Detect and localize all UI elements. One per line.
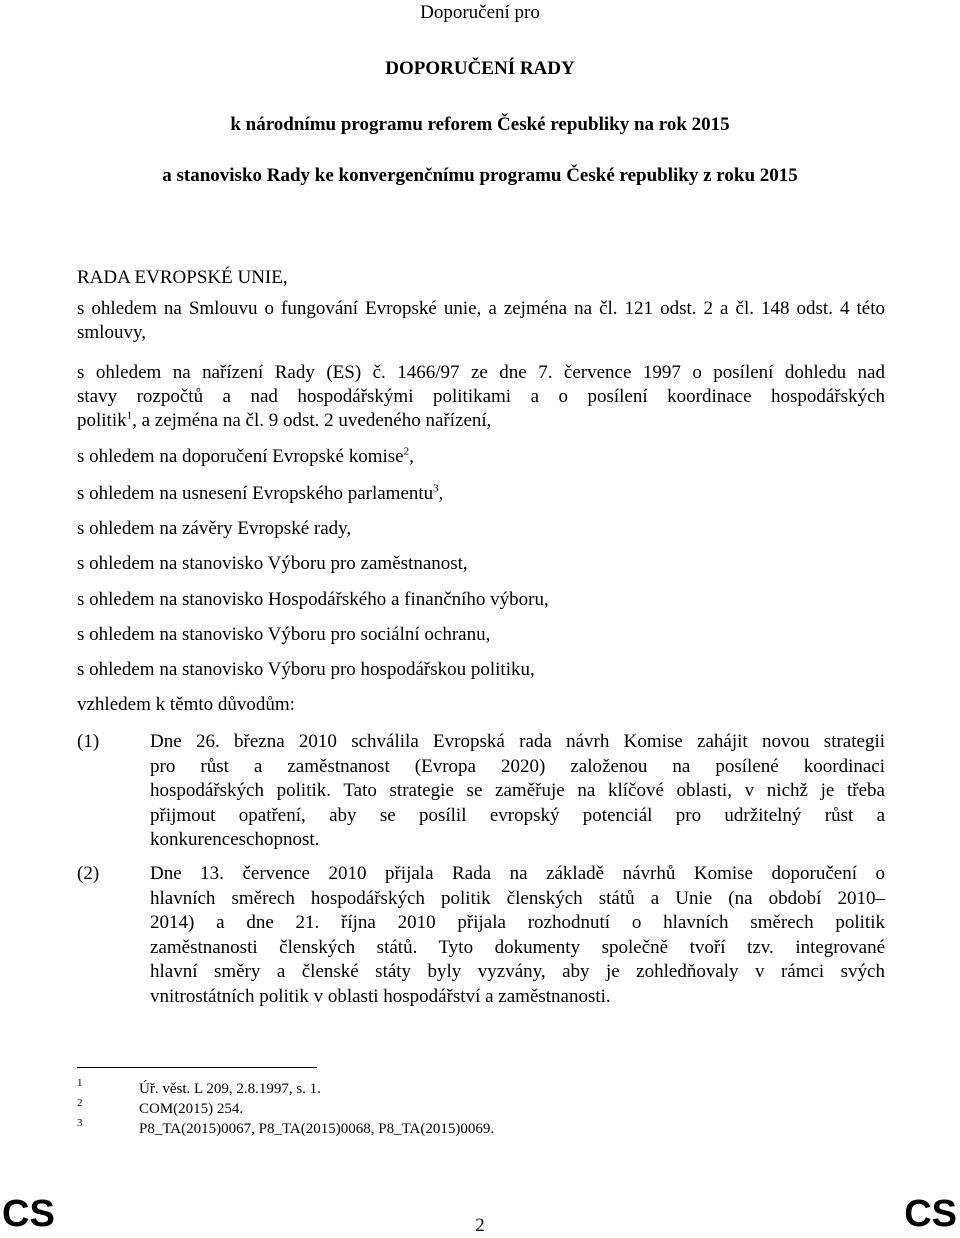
footnote-2: COM(2015) 254. (139, 1101, 244, 1117)
footnote-ref-3[interactable]: 3 (433, 482, 439, 495)
citation-economic-policy-committee: s ohledem na stanovisko Výboru pro hospodářskou politiku, (77, 659, 535, 680)
footnote-separator (77, 1067, 317, 1068)
footnote-3: P8_TA(2015)0067, P8_TA(2015)0068, P8_TA(2015)0069. (139, 1121, 495, 1137)
recital-number-2: (2) (77, 863, 100, 884)
recital-number-1: (1) (77, 731, 100, 752)
footnote-number-2: 2 (77, 1097, 83, 1109)
recommendation-for: Doporučení pro (420, 2, 540, 23)
citation-regulation-line-2: stavy rozpočtů a nad hospodářskými politikami a o posílení koordinace hospodářských (77, 386, 885, 407)
page-number: 2 (475, 1215, 485, 1236)
recital-2: Dne 13. července 2010 přijala Rada na základě návrhů Komise doporučení o hlavních směrech hospodářských politik členských států a Unie (na období 2010– 2014) a dne 21. října 2010 přijala rozhodnutí o hlavních směrech politik zaměstnanosti členských států. Tyto dokumenty společně tvoří tzv. integrované hlavní směry a členské státy byly vyzvány, aby je zohledňovaly v rámci svých vnitrostátních politik v oblasti hospodářství a zaměstnanosti. (150, 863, 885, 1007)
footnote-1: Úř. věst. L 209, 2.8.1997, s. 1. (139, 1081, 321, 1097)
recital-1: Dne 26. března 2010 schválila Evropská rada návrh Komise zahájit novou strategii pro růst a zaměstnanost (Evropa 2020) založenou na posílené koordinaci hospodářských politik. Tato strategie se zaměřuje na klíčové oblasti, v nichž je třeba přijmout opatření, aby se posílil evropský potenciál pro udržitelný růst a konkurenceschopnost. (150, 731, 885, 850)
footnote-number-3: 3 (77, 1117, 83, 1129)
citation-economic-financial-committee: s ohledem na stanovisko Hospodářského a finančního výboru, (77, 589, 549, 610)
citation-employment-committee: s ohledem na stanovisko Výboru pro zaměstnanost, (77, 553, 468, 574)
citation-european-council: s ohledem na závěry Evropské rady, (77, 518, 352, 539)
council-heading: RADA EVROPSKÉ UNIE, (77, 267, 288, 288)
language-code-right: CS (904, 1193, 957, 1235)
citation-regulation-line-1: s ohledem na nařízení Rady (ES) č. 1466/97 ze dne 7. července 1997 o posílení dohledu nad (77, 362, 885, 383)
citation-social-protection-committee: s ohledem na stanovisko Výboru pro sociální ochranu, (77, 624, 491, 645)
footnote-ref-2[interactable]: 2 (403, 445, 410, 458)
document-title: DOPORUČENÍ RADY (385, 58, 575, 79)
footnote-ref-1[interactable]: 1 (126, 409, 133, 422)
citation-treaty: s ohledem na Smlouvu o fungování Evropské unie, a zejména na čl. 121 odst. 2 a čl. 148 odst. 4 této smlouvy, (77, 298, 885, 343)
citation-parliament: s ohledem na usnesení Evropského parlamentu$^3$, (77, 482, 444, 504)
document-subtitle-2: a stanovisko Rady ke konvergenčnímu programu České republiky z roku 2015 (162, 165, 798, 186)
citation-commission: s ohledem na doporučení Evropské komise$^2$, (77, 445, 414, 467)
document-subtitle-1: k národnímu programu reforem České republiky na rok 2015 (230, 114, 730, 135)
footnote-number-1: 1 (77, 1077, 83, 1089)
citation-regulation (77, 361, 885, 433)
citation-regulation-line-3: politik$^1$, a zejména na čl. 9 odst. 2 uvedeného nařízení, (77, 409, 492, 431)
language-code-left: CS (2, 1193, 55, 1235)
whereas-heading: vzhledem k těmto důvodům: (77, 694, 295, 715)
